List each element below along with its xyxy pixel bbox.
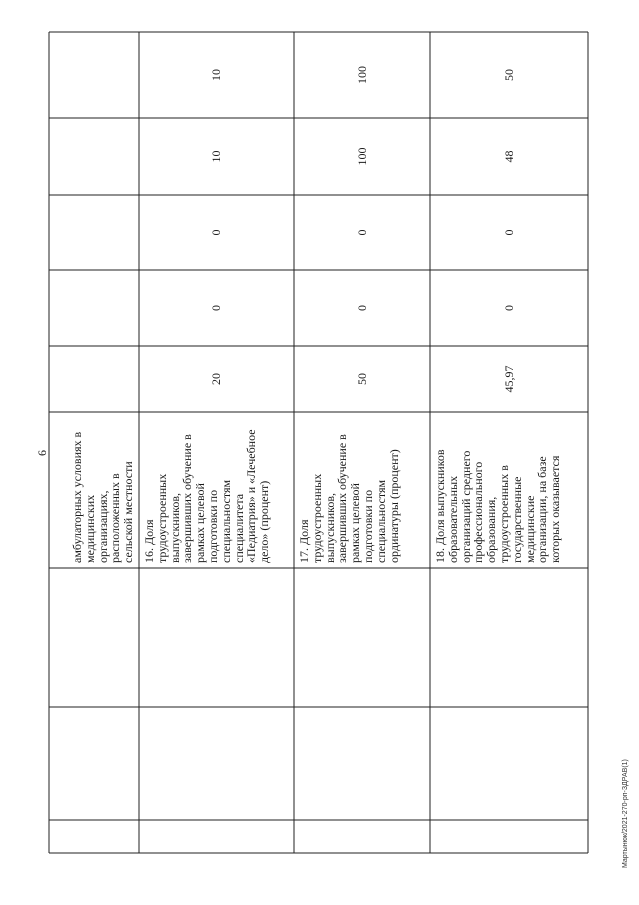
indicator-line: трудоустроенных в xyxy=(496,465,511,563)
indicator-line: 17. Доля xyxy=(297,519,311,563)
indicator-line: рамках целевой xyxy=(348,483,363,563)
document-code-watermark: Мартынюк/2021-270-рп-ЗДРАВ(1) xyxy=(622,759,629,868)
indicator-cell-18 xyxy=(433,414,588,566)
indicator-line: 16. Доля xyxy=(142,519,156,563)
indicator-line: организаций среднего xyxy=(458,450,473,563)
indicator-line: организации, на базе xyxy=(535,456,550,563)
indicator-line: выпускников, xyxy=(167,492,182,563)
value-cell: 20 xyxy=(209,373,223,385)
value-cell: 10 xyxy=(209,150,223,163)
indicator-line: специалитета xyxy=(231,493,246,563)
value-cell: 0 xyxy=(354,305,369,311)
indicator-line: профессионального xyxy=(471,461,486,563)
value-cell: 48 xyxy=(501,150,516,163)
value-cell: 10 xyxy=(209,69,223,81)
indicator-line: завершивших обучение в xyxy=(335,434,350,563)
value-cell: 100 xyxy=(354,147,369,166)
indicator-line: завершивших обучение в xyxy=(180,434,195,563)
indicator-line: 18. Доля выпускников xyxy=(433,449,447,563)
indicator-line: рамках целевой xyxy=(193,483,208,563)
value-cell: 0 xyxy=(501,305,516,311)
indicator-line: государственные xyxy=(509,476,524,563)
indicator-cell-17 xyxy=(297,414,430,566)
value-cell: 0 xyxy=(209,229,223,236)
indicator-line: расположенных в xyxy=(108,473,123,563)
indicator-line: дело» (процент) xyxy=(257,480,272,563)
indicator-line: амбулаторных условиях в xyxy=(70,431,85,563)
indicator-cell-continued xyxy=(52,414,136,566)
indicator-line: специальностям xyxy=(218,479,233,563)
indicator-line: медицинских xyxy=(82,494,97,563)
indicator-line: образовательных xyxy=(445,475,460,563)
value-cell: 100 xyxy=(354,66,369,84)
indicator-line: организациях, xyxy=(95,490,110,563)
indicator-cell-16 xyxy=(142,414,292,566)
indicator-line: выпускников, xyxy=(322,492,337,563)
indicator-line: медицинские xyxy=(522,495,537,563)
indicator-line: специальностям xyxy=(373,479,388,563)
value-cell: 0 xyxy=(354,229,369,236)
indicator-line: подготовки по xyxy=(205,489,220,563)
indicator-line: ординатуры (процент) xyxy=(386,449,401,563)
indicator-line: «Педиатрия» и «Лечебное xyxy=(244,429,259,563)
page-number: 6 xyxy=(35,450,49,456)
indicator-line: которых оказывается xyxy=(548,455,563,563)
indicator-line: образования, xyxy=(484,496,499,563)
indicator-line: сельской местности xyxy=(121,461,136,563)
indicator-line: трудоустроенных xyxy=(309,473,324,563)
indicator-line: трудоустроенных xyxy=(154,473,169,563)
value-cell: 50 xyxy=(501,69,516,81)
value-cell: 0 xyxy=(501,229,516,236)
value-cell: 50 xyxy=(354,373,369,385)
value-cell: 45,97 xyxy=(501,365,516,393)
indicator-line: подготовки по xyxy=(360,489,375,563)
value-cell: 0 xyxy=(209,305,223,311)
